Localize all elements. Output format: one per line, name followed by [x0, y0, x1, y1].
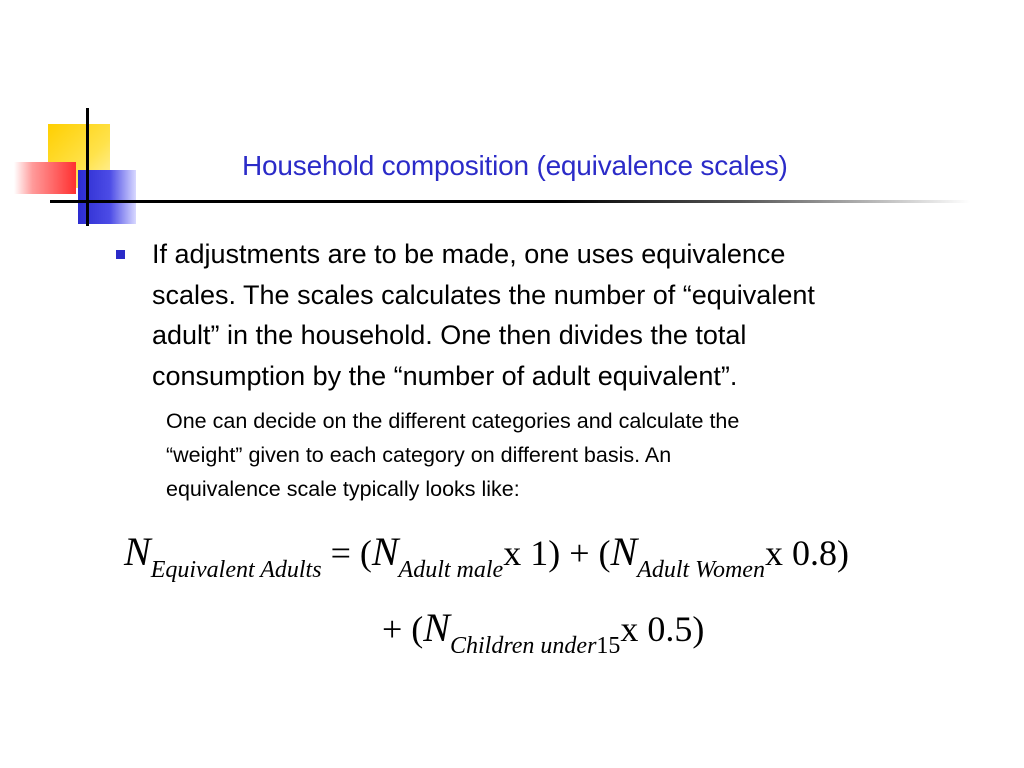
eq-plus: + ( — [382, 609, 424, 649]
bullet-paragraph — [152, 234, 1002, 396]
eq-equals: = ( — [321, 533, 372, 573]
eq-sub-15: 15 — [596, 633, 621, 659]
eq-n-adult-male: N — [371, 529, 399, 574]
eq-sub-adult-male: Adult male — [398, 557, 504, 583]
equation-line-1 — [124, 528, 849, 583]
bullet-line-1: If adjustments are to be made, one uses equivalence — [152, 239, 786, 269]
bullet-line-3: adult” in the household. One then divides the total — [152, 320, 747, 350]
bullet-line-2: scales. The scales calculates the number of “equivalent — [152, 279, 815, 310]
eq-sub-children-under: Children under — [449, 633, 597, 659]
title-underline — [50, 200, 970, 203]
decor-vertical-line — [86, 108, 89, 226]
eq-sub-equivalent-adults: Equivalent Adults — [150, 557, 322, 583]
eq-n-equivalent: N — [124, 529, 151, 574]
sub-line-2: “weight” given to each category on different basis. An — [166, 443, 672, 467]
sub-line-3: equivalence scale typically looks like: — [166, 477, 520, 501]
slide-title: Household composition (equivalence scales) — [242, 150, 788, 181]
eq-n-children: N — [423, 605, 450, 650]
eq-times-1: x 1) + ( — [503, 533, 611, 573]
decor-red-square — [14, 162, 76, 194]
eq-sub-adult-women: Adult Women — [637, 557, 765, 583]
eq-n-adult-women: N — [610, 529, 638, 574]
sub-paragraph — [166, 404, 966, 506]
equation-line-2 — [382, 604, 705, 659]
eq-times-05: x 0.5) — [620, 609, 705, 649]
eq-times-08: x 0.8) — [764, 533, 849, 573]
sub-line-1: One can decide on the different categories and calculate the — [166, 409, 740, 433]
bullet-square-icon — [116, 250, 125, 259]
bullet-line-4: consumption by the “number of adult equivalent”. — [152, 360, 738, 391]
